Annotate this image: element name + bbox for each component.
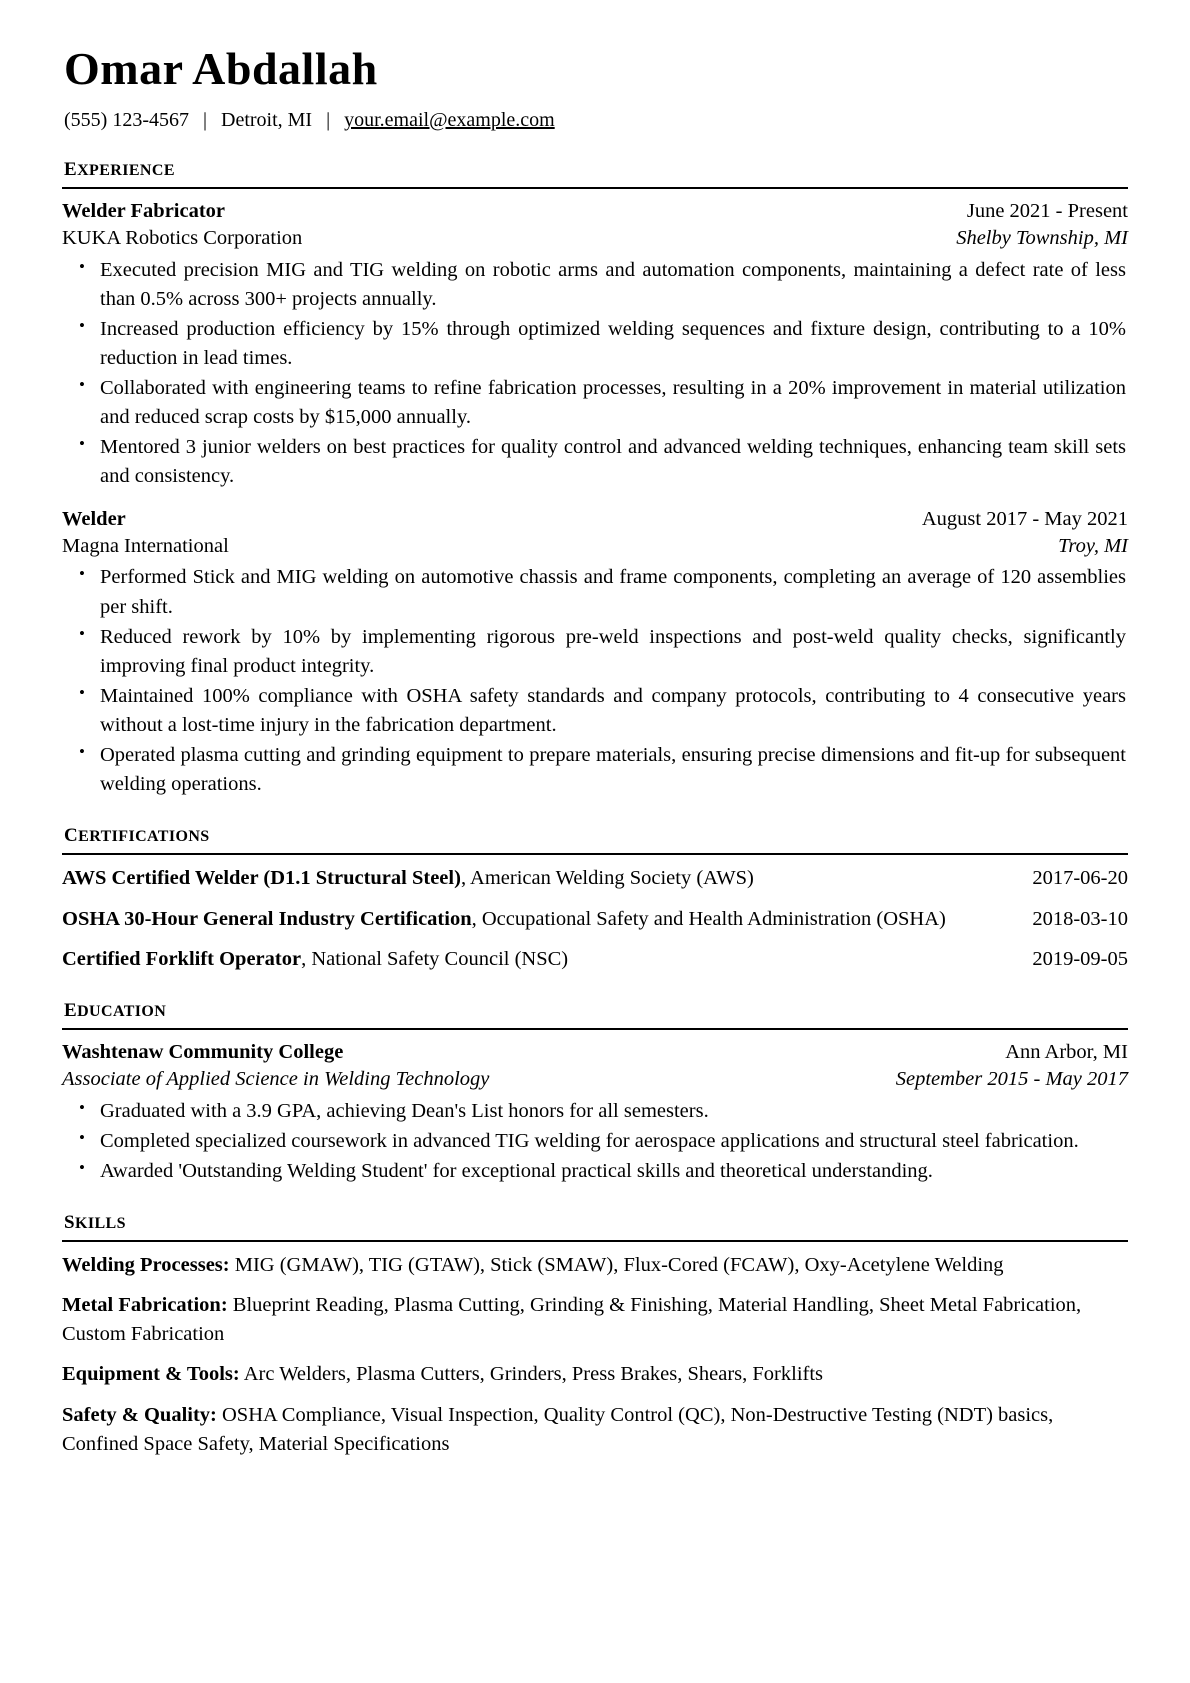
skill-row xyxy=(62,1360,1128,1389)
job-title: Welder xyxy=(62,507,126,530)
job-bullet: • Executed precision MIG and TIG welding on robotic arms and automation components, maintaining a defect rate of less than 0.5% across 300+ projects annually. xyxy=(100,256,1128,314)
candidate-name: Omar Abdallah xyxy=(64,43,378,94)
school-name: Washtenaw Community College xyxy=(62,1040,344,1063)
skill-row xyxy=(62,1251,1128,1280)
skill-values: OSHA Compliance, Visual Inspection, Quality Control (QC), Non-Destructive Testing (NDT) basics, Confined Space Safety, Material Specifications xyxy=(62,1403,1054,1455)
job-location: Troy, MI xyxy=(1058,535,1128,557)
skill-row xyxy=(62,1401,1128,1459)
section-heading-education: education xyxy=(64,991,167,1022)
resume-header xyxy=(62,44,1128,133)
job-bullet: • Increased production efficiency by 15% through optimized welding sequences and fixture design, contributing to a 10% reduction in lead times. xyxy=(100,315,1128,373)
company-name: KUKA Robotics Corporation xyxy=(62,227,303,250)
skill-values: Arc Welders, Plasma Cutters, Grinders, Press Brakes, Shears, Forklifts xyxy=(239,1363,824,1386)
school-location: Ann Arbor, MI xyxy=(1005,1040,1128,1063)
certification-item xyxy=(62,905,1128,934)
skill-values: Blueprint Reading, Plasma Cutting, Grinding & Finishing, Material Handling, Sheet Metal Fabrication, Custom Fabrication xyxy=(62,1294,1082,1346)
location-text: Detroit, MI xyxy=(221,108,313,131)
education-degree-row xyxy=(62,1066,1128,1093)
job-bullet: • Reduced rework by 10% by implementing rigorous pre-weld inspections and post-weld quality checks, significantly improving final product integrity. xyxy=(100,623,1128,681)
certification-name: OSHA 30-Hour General Industry Certification xyxy=(62,907,472,930)
skill-category-label: Metal Fabrication: xyxy=(62,1294,228,1317)
experience-entry xyxy=(62,198,1128,492)
section-divider xyxy=(62,1028,1128,1030)
experience-entry-title-row xyxy=(62,198,1128,225)
experience-entry xyxy=(62,506,1128,800)
certification-issuer: , American Welding Society (AWS) xyxy=(460,867,754,890)
skill-values: MIG (GMAW), TIG (GTAW), Stick (SMAW), Flux-Cored (FCAW), Oxy-Acetylene Welding xyxy=(229,1254,1004,1277)
certification-item xyxy=(62,864,1128,893)
phone-number: (555) 123-4567 xyxy=(64,108,189,131)
section-divider xyxy=(62,853,1128,855)
experience-section xyxy=(62,151,1128,800)
education-bullet: • Awarded 'Outstanding Welding Student' for exceptional practical skills and theoretical understanding. xyxy=(100,1157,1128,1186)
contact-line xyxy=(64,108,1128,133)
certification-date: 2018-03-10 xyxy=(1032,907,1128,930)
job-bullet: • Operated plasma cutting and grinding equipment to prepare materials, ensuring precise dimensions and fit-up for subsequent welding operations. xyxy=(100,741,1128,799)
certification-date: 2019-09-05 xyxy=(1032,947,1128,970)
certification-name: AWS Certified Welder (D1.1 Structural Steel) xyxy=(62,867,461,890)
company-name: Magna International xyxy=(62,535,229,557)
experience-entry-company-row xyxy=(62,225,1128,252)
job-bullet-list xyxy=(62,563,1128,799)
education-bullet-list xyxy=(62,1097,1128,1186)
job-bullet: • Collaborated with engineering teams to refine fabrication processes, resulting in a 20% improvement in material utilization and reduced scrap costs by $15,000 annually. xyxy=(100,374,1128,432)
section-heading-experience: experience xyxy=(64,150,175,181)
education-section xyxy=(62,992,1128,1186)
certification-text xyxy=(62,945,1032,974)
section-divider xyxy=(62,187,1128,189)
education-school-row xyxy=(62,1039,1128,1066)
skill-category-label: Welding Processes: xyxy=(62,1254,230,1277)
education-bullet: • Graduated with a 3.9 GPA, achieving Dean's List honors for all semesters. xyxy=(100,1097,1128,1126)
contact-separator: | xyxy=(326,108,331,131)
certification-text xyxy=(62,908,946,930)
education-dates: September 2015 - May 2017 xyxy=(895,1068,1128,1091)
section-heading-certifications: certifications xyxy=(64,817,210,848)
certifications-section xyxy=(62,817,1128,973)
degree-name: Associate of Applied Science in Welding Technology xyxy=(62,1068,490,1091)
job-dates: August 2017 - May 2021 xyxy=(921,507,1128,530)
certification-item xyxy=(62,945,1128,974)
skill-category-label: Safety & Quality: xyxy=(62,1403,217,1426)
section-heading-skills: skills xyxy=(64,1204,126,1235)
email-link[interactable]: your.email@example.com xyxy=(344,108,555,131)
certification-issuer: , National Safety Council (NSC) xyxy=(301,947,569,970)
job-location: Shelby Township, MI xyxy=(956,227,1128,250)
job-bullet-list xyxy=(62,256,1128,492)
job-bullet: • Mentored 3 junior welders on best practices for quality control and advanced welding techniques, enhancing team skill sets and consistency. xyxy=(100,433,1128,491)
education-bullet: • Completed specialized coursework in advanced TIG welding for aerospace applications and structural steel fabrication. xyxy=(100,1127,1128,1156)
certification-date: 2017-06-20 xyxy=(1032,867,1128,890)
certification-issuer: , Occupational Safety and Health Administration (OSHA) xyxy=(471,907,946,930)
experience-entry-title-row xyxy=(62,506,1128,533)
certification-name: Certified Forklift Operator xyxy=(62,947,302,970)
job-bullet: • Performed Stick and MIG welding on automotive chassis and frame components, completing an average of 120 assemblies per shift. xyxy=(100,563,1128,621)
skill-category-label: Equipment & Tools: xyxy=(62,1363,240,1386)
contact-separator: | xyxy=(202,108,207,131)
job-title: Welder Fabricator xyxy=(62,199,226,222)
certification-text xyxy=(62,864,1032,893)
section-divider xyxy=(62,1240,1128,1242)
job-dates: June 2021 - Present xyxy=(966,199,1128,222)
skills-section xyxy=(62,1204,1128,1459)
job-bullet: • Maintained 100% compliance with OSHA safety standards and company protocols, contributing to 4 consecutive years without a lost-time injury in the fabrication department. xyxy=(100,682,1128,740)
skill-row xyxy=(62,1291,1128,1349)
education-entry xyxy=(62,1039,1128,1186)
experience-entry-company-row xyxy=(62,533,1128,560)
